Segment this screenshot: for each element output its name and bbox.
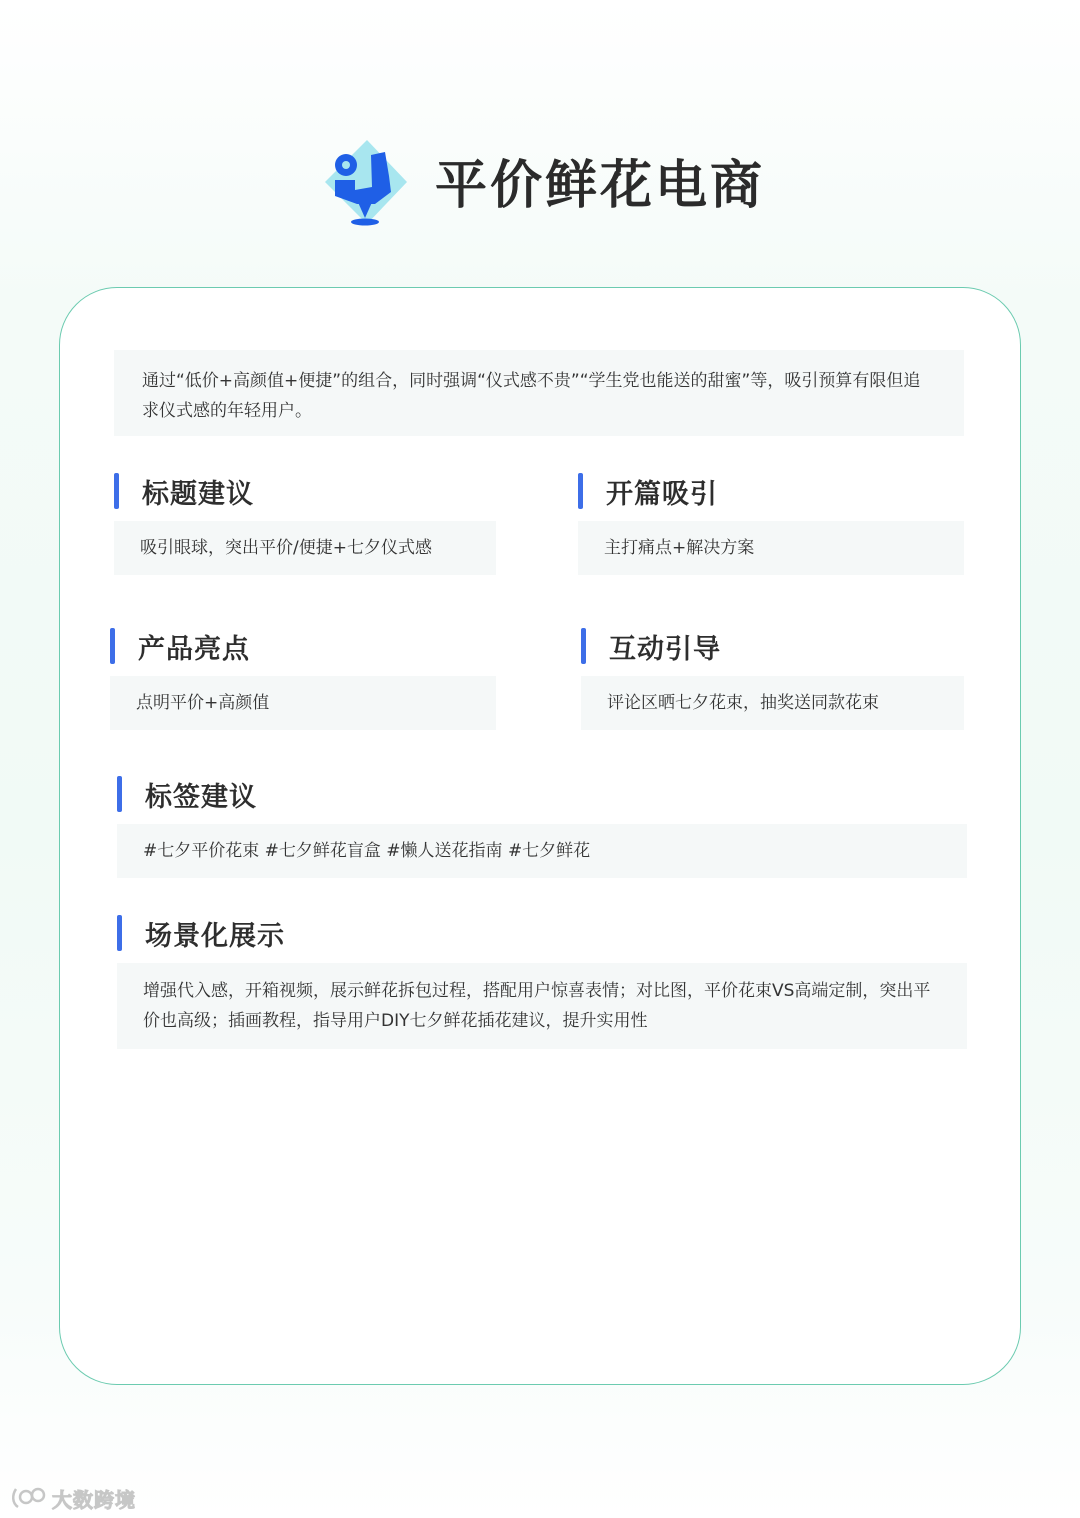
- section-body: 点明平价+高颜值: [110, 676, 496, 730]
- section-title: 互动引导: [609, 633, 721, 665]
- content-card: [59, 287, 1021, 1385]
- section-body: 主打痛点+解决方案: [578, 521, 964, 575]
- section-title: 场景化展示: [145, 920, 285, 952]
- section-title: 产品亮点: [138, 633, 250, 665]
- section-accent-bar: [117, 915, 122, 951]
- section-accent-bar: [114, 473, 119, 509]
- section-accent-bar: [578, 473, 583, 509]
- watermark-text: 大数跨境: [52, 1487, 136, 1512]
- map-pin-person-icon: [315, 130, 415, 230]
- section-opening-hook: [578, 471, 964, 575]
- section-title-suggestion: [114, 471, 496, 575]
- section-tag-suggestion: [117, 774, 967, 878]
- section-product-highlights: [110, 626, 496, 730]
- section-accent-bar: [117, 776, 122, 812]
- section-interaction-guide: [581, 626, 964, 730]
- chain-link-icon: [10, 1485, 48, 1511]
- section-accent-bar: [581, 628, 586, 664]
- watermark: [10, 1483, 136, 1513]
- section-scenario-display: [117, 913, 967, 1049]
- intro-text: 通过“低价+高颜值+便捷”的组合，同时强调“仪式感不贵”“学生党也能送的甜蜜”等，吸引预算有限但追求仪式感的年轻用户。: [114, 350, 964, 436]
- section-title: 开篇吸引: [606, 478, 718, 510]
- section-title: 标签建议: [145, 781, 257, 813]
- section-body: 评论区晒七夕花束，抽奖送同款花束: [581, 676, 964, 730]
- section-title: 标题建议: [142, 478, 254, 510]
- section-body: 吸引眼球，突出平价/便捷+七夕仪式感: [114, 521, 496, 575]
- section-body: #七夕平价花束 #七夕鲜花盲盒 #懒人送花指南 #七夕鲜花: [117, 824, 967, 878]
- page-header: [0, 120, 1080, 240]
- section-body: 增强代入感，开箱视频，展示鲜花拆包过程，搭配用户惊喜表情；对比图，平价花束VS高端定制，突出平价也高级；插画教程，指导用户DIY七夕鲜花插花建议，提升实用性: [117, 963, 967, 1049]
- page-title: 平价鲜花电商: [434, 155, 765, 216]
- section-accent-bar: [110, 628, 115, 664]
